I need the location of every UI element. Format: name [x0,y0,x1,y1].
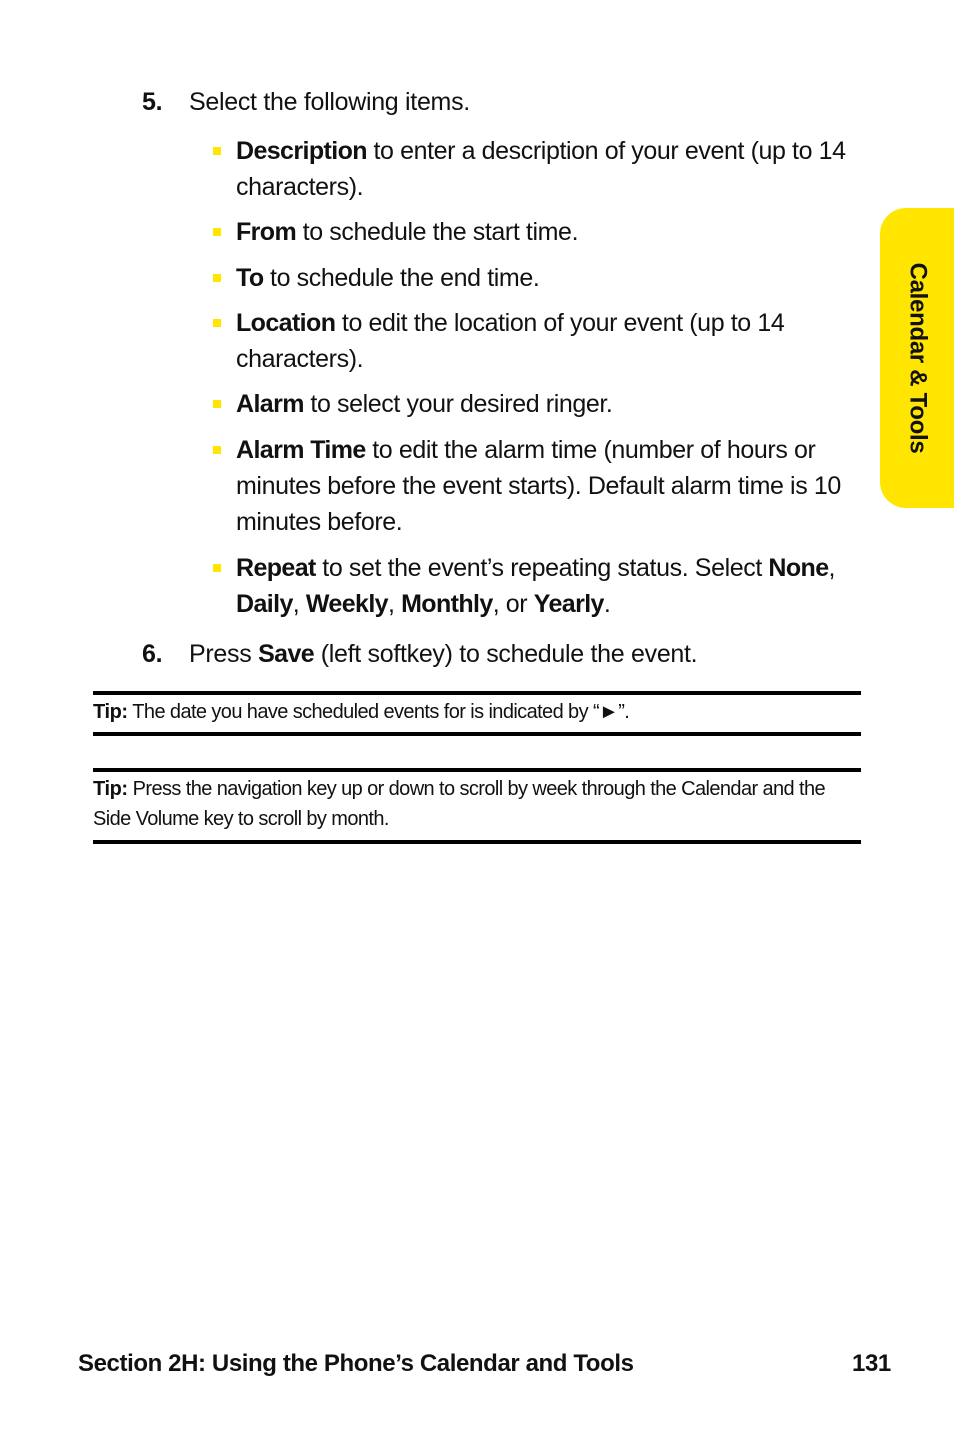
bullet-location [236,305,846,377]
tip-rule-top [93,768,861,772]
bullet-to [236,260,846,296]
bullet-alarm [236,386,846,422]
separator: , or [492,590,534,618]
tip-rule-top [93,691,861,695]
bullet-text: to schedule the end time. [263,264,540,292]
bullet-text: to schedule the start time. [296,218,579,246]
footer-page-number: 131 [852,1350,891,1377]
save-key-label: Save [258,640,315,668]
bullet-text: to edit the alarm time (number of hours or minutes before the event starts). Default alarm time is 10 minutes before. [236,436,841,536]
tip-label: Tip: [93,701,128,723]
square-bullet-icon [213,319,221,327]
footer-section-title: Section 2H: Using the Phone’s Calendar and Tools [78,1350,634,1377]
bullet-text: to enter a description of your event (up to 14 characters). [236,137,846,201]
bullet-term: Alarm [236,390,304,418]
bullet-term: Description [236,137,367,165]
step-number: 5. [142,88,163,116]
repeat-option-daily: Daily [236,590,293,618]
square-bullet-icon [213,228,221,236]
square-bullet-icon [213,147,221,155]
repeat-option-weekly: Weekly [305,590,388,618]
bullet-term: Repeat [236,554,316,582]
step-text-pre: Press [189,640,259,668]
step-text [189,640,697,669]
bullet-description [236,133,846,205]
bullet-repeat [236,550,846,622]
repeat-option-yearly: Yearly [533,590,604,618]
section-side-tab-label: Calendar & Tools [904,262,932,454]
tip-rule-bottom [93,840,861,844]
repeat-option-none: None [768,554,829,582]
bullet-text: to set the event’s repeating status. Select [315,554,769,582]
bullet-text: to edit the location of your event (up to 14 characters). [236,309,785,373]
bullet-term: From [236,218,297,246]
tip-rule-bottom [93,732,861,736]
tip-box-2 [93,774,853,834]
step-number: 6. [142,640,163,668]
square-bullet-icon [213,446,221,454]
separator: , [387,590,402,618]
bullet-text: to select your desired ringer. [303,390,613,418]
step-text-post: (left softkey) to schedule the event. [314,640,698,668]
separator: , [292,590,306,618]
square-bullet-icon [213,400,221,408]
bullet-from [236,214,846,250]
bullet-term: To [236,264,264,292]
sentence-end: . [603,590,611,618]
tip-label: Tip: [93,778,128,800]
repeat-option-monthly: Monthly [401,590,493,618]
square-bullet-icon [213,274,221,282]
bullet-term: Location [236,309,336,337]
tip-box-1 [93,697,853,727]
bullet-alarm-time [236,432,846,540]
square-bullet-icon [213,564,221,572]
section-side-tab-label-wrap [880,208,954,508]
bullet-term: Alarm Time [236,436,366,464]
step-text: Select the following items. [189,88,470,116]
tip-text: Press the navigation key up or down to scroll by week through the Calendar and the Side Volume key to scroll by month. [93,778,826,830]
tip-text: The date you have scheduled events for is indicated by “►”. [127,701,630,723]
separator: , [828,554,836,582]
